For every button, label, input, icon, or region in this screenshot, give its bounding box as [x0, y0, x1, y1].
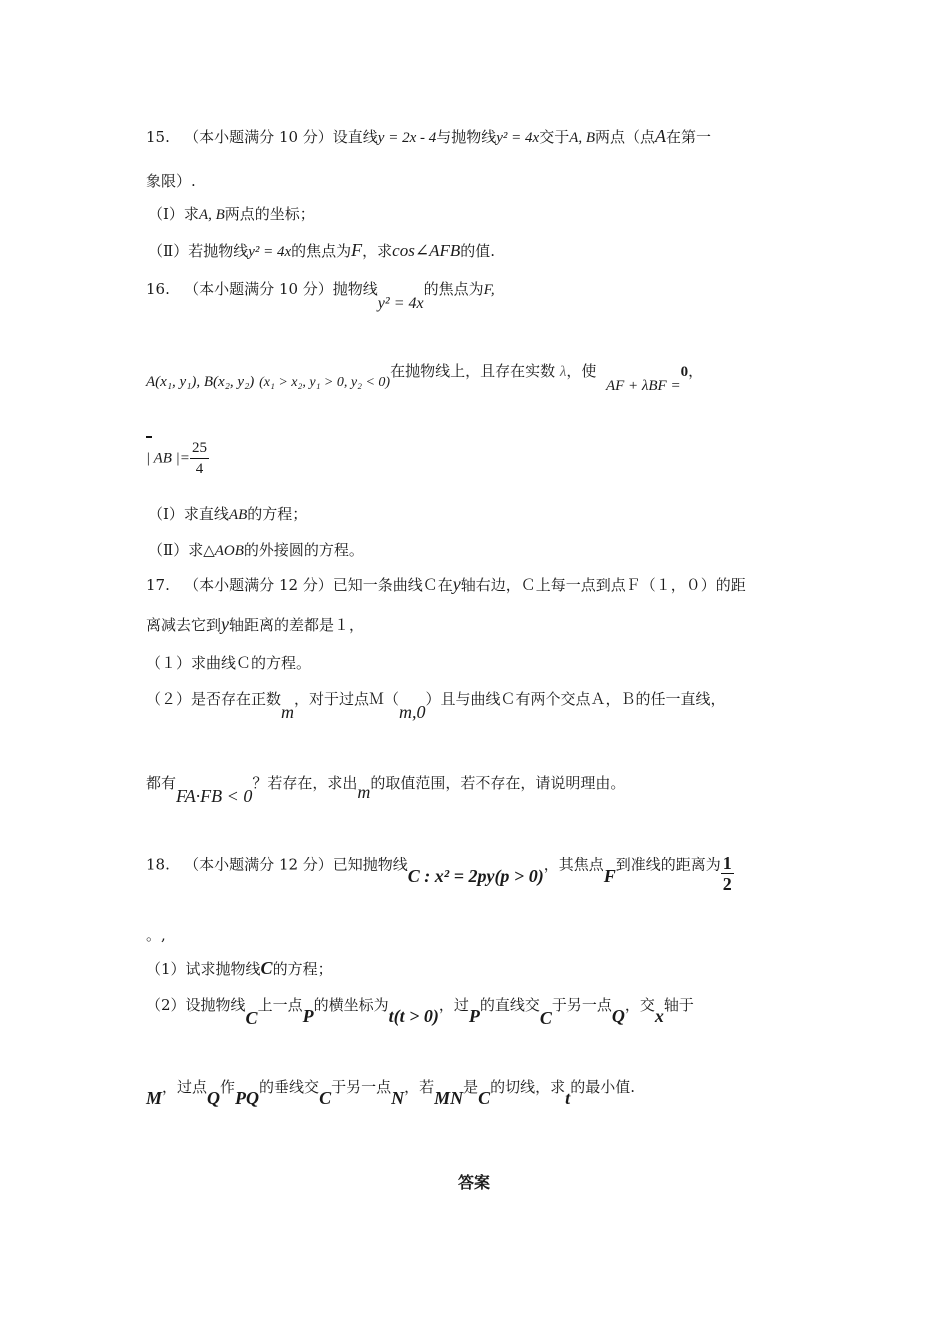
q18-part3: M，过点Q作PQ的垂线交C于另一点N，若MN是C的切线，求t的最小值.	[146, 1078, 635, 1108]
q18-number: 18.	[146, 855, 170, 874]
q16-part1: （Ⅰ）求直线AB的方程；	[148, 505, 308, 523]
fraction: $\frac{25}{4}$	[191, 440, 207, 477]
q17-part1: （１）求曲线Ｃ的方程。	[146, 654, 312, 672]
q15-line2: 象限）.	[146, 172, 196, 190]
q15-number: 15.	[146, 128, 170, 146]
q15-line1: 15. （本小题满分 10 分）设直线y = 2x - 4与抛物线y² = 4x交于A, B两点（点A在第一	[146, 126, 712, 146]
parabola-equation: C : x² = 2py(p > 0)	[407, 865, 544, 886]
q16-ab-length: | AB |= $\frac{25}{4}$	[146, 438, 209, 479]
answer-heading: 答案	[458, 1173, 491, 1192]
q18-part2: （2）设抛物线C上一点P的横坐标为t(t > 0)，过P的直线交C于另一点Q，交x轴于	[146, 996, 694, 1028]
q16-line1: 16. （本小题满分 10 分）抛物线y² = 4x的焦点为F,	[146, 280, 495, 312]
q17-number: 17.	[146, 576, 170, 594]
vector-expression: AF + λBF =	[605, 378, 681, 394]
q15-part2: （Ⅱ）若抛物线y² = 4x的焦点为F，求cos∠AFB的值.	[148, 240, 496, 260]
dot-product-expression: FA·FB < 0	[176, 786, 253, 806]
q16-number: 16.	[146, 280, 170, 298]
q17-line2: 离减去它到y轴距离的差都是１，	[146, 614, 365, 634]
line-equation: y = 2x - 4	[377, 130, 437, 146]
q18-part1: （1）试求抛物线C的方程；	[146, 958, 333, 978]
q15-part1: （Ⅰ）求A, B两点的坐标；	[148, 205, 315, 223]
q17-part3: 都有FA·FB < 0？若存在，求出m的取值范围，若不存在，请说明理由。	[146, 774, 626, 806]
fraction: $\frac{1}{2}$	[722, 853, 732, 894]
q18-line2: 。,	[146, 926, 166, 944]
q16-part2: （Ⅱ）求△AOB的外接圆的方程。	[148, 541, 364, 559]
vector-arrow-mark	[146, 436, 152, 438]
points-expression: A(x₁, y₁), B(x₂, y₂)	[146, 374, 255, 390]
q17-part2: （２）是否存在正数m，对于过点Ｍ（m,0）且与曲线Ｃ有两个交点Ａ，Ｂ的任一直线，	[146, 690, 726, 722]
q17-line1: 17. （本小题满分 12 分）已知一条曲线Ｃ在y轴右边，Ｃ上每一点到点Ｆ（１，０）的距	[146, 574, 746, 594]
q18-line1: 18. （本小题满分 12 分）已知抛物线C : x² = 2py(p > 0)，其焦点F到准线的距离为 $\frac{1}{2}$	[146, 853, 732, 894]
q16-condition: A(x₁, y₁), B(x₂, y₂) (x₁ > x₂, y₁ > 0, y₂ < 0)在抛物线上，且存在实数 λ，使 AF + λBF =0，	[146, 362, 704, 394]
parabola-equation: y² = 4x	[496, 130, 540, 146]
